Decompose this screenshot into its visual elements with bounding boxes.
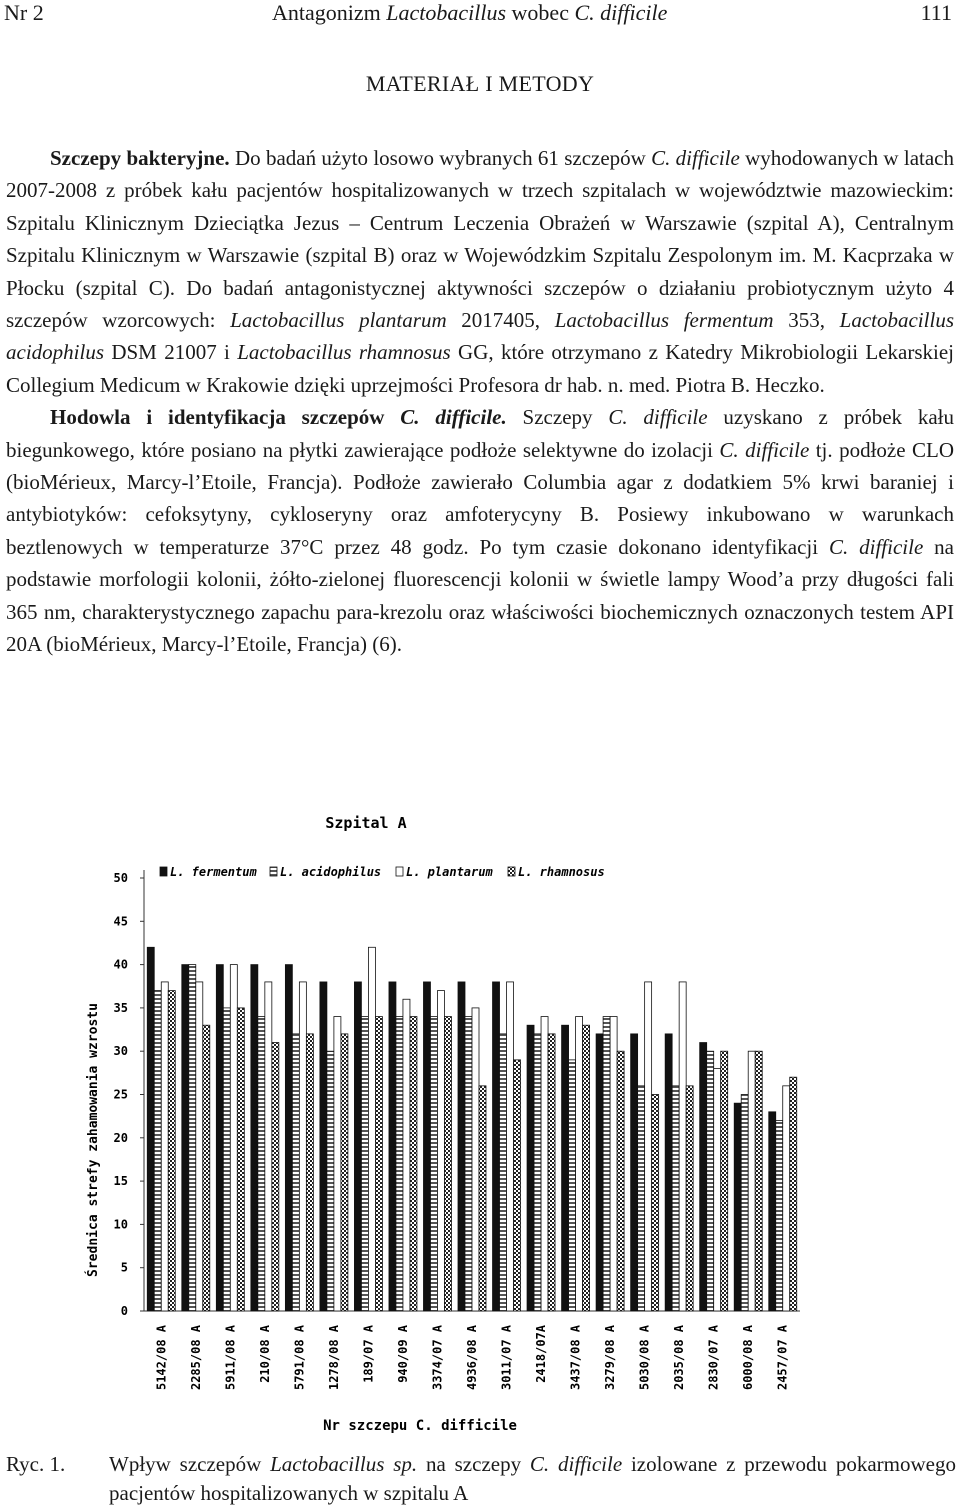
bar <box>714 1069 721 1311</box>
text-run: Szczepy <box>506 405 609 430</box>
bar <box>341 1034 348 1311</box>
legend-swatch <box>396 867 403 876</box>
y-axis-label: Średnica strefy zahamowania wzrostu <box>86 1003 101 1277</box>
bar <box>361 1017 368 1311</box>
bar <box>251 965 258 1311</box>
text-run: C. difficile <box>829 534 924 559</box>
bar <box>161 982 168 1311</box>
bar <box>472 1008 479 1311</box>
bar <box>285 965 292 1311</box>
bar <box>776 1120 783 1311</box>
bar <box>458 982 465 1311</box>
bar <box>755 1051 762 1311</box>
text-run: C. difficile. <box>400 405 507 430</box>
figure-label: Ryc. 1. <box>6 1452 66 1476</box>
bar <box>196 982 203 1311</box>
bar <box>230 965 237 1311</box>
bar <box>700 1043 707 1311</box>
bar <box>500 1034 507 1311</box>
text-run: izolowane z przewodu pokarmowego pacjentów hospitalizowanych w szpitalu A <box>109 1452 956 1505</box>
bar <box>327 1051 334 1311</box>
x-tick-label: 4936/08 A <box>465 1325 479 1391</box>
bar <box>168 991 175 1311</box>
bar <box>299 982 306 1311</box>
text-run: GG, które otrzymano z Katedry Mikrobiologii Lekarskiej Collegium Medicum w Krakowie dzięki uprzejmości Profesora dr hab. n. med. Piotra B. Heczko. <box>6 340 954 397</box>
bar <box>769 1112 776 1311</box>
bar <box>437 991 444 1311</box>
y-tick-label: 20 <box>113 1130 128 1145</box>
bar <box>403 999 410 1311</box>
section-title: MATERIAŁ I METODY <box>365 71 595 96</box>
bar <box>258 1017 265 1311</box>
body-text <box>6 142 954 661</box>
bar <box>562 1025 569 1311</box>
bar <box>603 1017 610 1311</box>
bar <box>514 1060 521 1311</box>
bar <box>741 1095 748 1312</box>
text-run: na podstawie morfologii kolonii, żółto-zielonej fluorescencji kolonii w świetle lampy Wood’a przy długości fali 365 nm, charakterystycznego zapachu para-krezolu oraz właściwości biochemicznych oznaczonych testem API 20A (bioMérieux, Marcy-l’Etoile, Francja) (6). <box>6 534 955 657</box>
bar <box>645 982 652 1311</box>
bar <box>410 1017 417 1311</box>
text-run: 2017405, <box>446 308 555 333</box>
x-tick-label: 5030/08 A <box>637 1325 652 1391</box>
bar <box>430 1017 437 1311</box>
legend-swatch <box>270 867 277 876</box>
x-tick-label: 3437/08 A <box>568 1325 583 1391</box>
text-run: DSM 21007 i <box>104 340 238 365</box>
bar <box>686 1086 693 1311</box>
legend-label: L. acidophilus <box>280 865 382 879</box>
x-tick-label: 5791/08 A <box>292 1325 307 1391</box>
text-run: C. difficile <box>719 437 810 462</box>
caption-text <box>109 1450 956 1508</box>
text-run: C. difficile <box>608 405 708 430</box>
x-tick-label: 2457/07 A <box>775 1325 790 1391</box>
bar <box>320 982 327 1311</box>
bar <box>790 1077 797 1311</box>
bar <box>147 947 154 1311</box>
x-tick-label: 5911/08 A <box>223 1325 238 1391</box>
x-tick-label: 2830/07 A <box>706 1325 721 1391</box>
legend-label: L. rhamnosus <box>518 865 605 879</box>
text-run: Hodowla i identyfikacja szczepów <box>50 405 401 430</box>
bar-chart <box>60 806 920 1440</box>
x-tick-label: 2418/07A <box>534 1325 549 1383</box>
bar <box>631 1034 638 1311</box>
bar <box>334 1017 341 1311</box>
bar <box>265 982 272 1311</box>
text-run: na szczepy <box>417 1452 530 1476</box>
bar <box>354 982 361 1311</box>
y-tick-label: 10 <box>113 1217 128 1232</box>
legend-swatch <box>508 867 515 876</box>
y-tick-label: 15 <box>113 1174 128 1189</box>
bar <box>389 982 396 1311</box>
x-tick-label: 5142/08 A <box>154 1325 169 1391</box>
x-tick-label: 940/09 A <box>395 1325 410 1383</box>
bar <box>479 1086 486 1311</box>
bar <box>596 1034 603 1311</box>
text-run: Szczepy bakteryjne. <box>50 146 230 170</box>
text-run: wyhodowanych w latach 2007-2008 z próbek kału pacjentów hospitalizowanych w trzech szpitalach w województwie mazowieckim: Szpitalu Klinicznym Dzieciątka Jezus – Centrum Leczenia Obrażeń w Warszawie (szpital A), Centralnym Szpitalu Klinicznym w Warszawie (szpital B) oraz w Wojewódzkim Szpitalu Zespolonym im. M. Kacprzaka w Płocku (szpital C). Do badań antagonistycznej aktywności szczepów o działaniu probiotycznym użyto 4 szczepów wzorcowych: <box>6 146 954 333</box>
bar <box>610 1017 617 1311</box>
x-tick-label: 3279/08 A <box>603 1325 618 1391</box>
paragraph-culture-identification <box>6 401 954 660</box>
issue-number: Nr 2 <box>4 0 44 25</box>
x-tick-label: 210/08 A <box>257 1325 272 1383</box>
text-run: Lactobacillus fermentum <box>554 308 774 333</box>
bar <box>583 1025 590 1311</box>
bar <box>272 1043 279 1311</box>
bar <box>783 1086 790 1311</box>
bar <box>292 1034 299 1311</box>
bar <box>638 1086 645 1311</box>
y-tick-label: 40 <box>113 957 128 972</box>
text-run: Do badań użyto losowo wybranych 61 szczepów <box>229 146 652 170</box>
paragraph-bacterial-strains <box>6 142 954 401</box>
x-tick-label: 2285/08 A <box>188 1325 203 1391</box>
bar <box>548 1034 555 1311</box>
text-run: Wpływ szczepów <box>109 1452 271 1476</box>
text-run: C. difficile <box>529 1452 623 1476</box>
bar <box>216 965 223 1311</box>
y-tick-label: 5 <box>120 1260 128 1275</box>
figure-chart <box>60 806 920 1440</box>
bar <box>748 1051 755 1311</box>
bar <box>465 1017 472 1311</box>
bar <box>223 1008 230 1311</box>
bar <box>237 1008 244 1311</box>
y-tick-label: 50 <box>113 871 128 885</box>
x-tick-label: 3011/07 A <box>499 1325 514 1391</box>
x-tick-label: 3374/07 A <box>430 1325 445 1391</box>
legend-label: L. plantarum <box>406 865 493 879</box>
running-title: Antagonizm Lactobacillus wobec C. difficile <box>272 0 668 25</box>
bar <box>203 1025 210 1311</box>
bar <box>182 965 189 1311</box>
text-run: 353, <box>773 308 840 333</box>
x-tick-label: 189/07 A <box>361 1325 376 1383</box>
x-tick-label: 6000/08 A <box>741 1325 756 1391</box>
bar <box>721 1051 728 1311</box>
legend-swatch <box>160 867 167 876</box>
text-run: Lactobacillus rhamnosus <box>237 340 451 365</box>
bar <box>423 982 430 1311</box>
bar <box>493 982 500 1311</box>
y-tick-label: 35 <box>113 1000 128 1015</box>
bar <box>576 1017 583 1311</box>
bar <box>652 1095 659 1312</box>
text-run: Lactobacillus sp. <box>270 1452 418 1476</box>
text-run: Lactobacillus plantarum <box>230 308 447 333</box>
x-tick-label: 1278/08 A <box>326 1325 341 1391</box>
bar <box>569 1060 576 1311</box>
bar <box>617 1051 624 1311</box>
bar <box>734 1103 741 1311</box>
bar <box>541 1017 548 1311</box>
bar <box>672 1086 679 1311</box>
x-tick-label: 2035/08 A <box>672 1325 687 1391</box>
bar <box>154 991 161 1311</box>
x-axis-label: Nr szczepu C. difficile <box>323 1418 517 1434</box>
bar <box>189 965 196 1311</box>
bar <box>534 1034 541 1311</box>
legend-label: L. fermentum <box>170 865 257 879</box>
bar <box>375 1017 382 1311</box>
y-tick-label: 25 <box>113 1087 128 1102</box>
y-tick-label: 30 <box>113 1044 128 1059</box>
text-run: C. difficile <box>651 146 740 170</box>
text-run: tj. podłoże CLO (bioMérieux, Marcy-l’Etoile, Francja). Podłoże zawierało Columbia agar z dodatkiem 5% krwi baraniej i antybiotyków: cefoksytyny, cykloseryny oraz amfoterycyny B. Posiewy inkubowano w warunkach beztlenowych w temperaturze 37°C przez 48 godz. Po tym czasie dokonano identyfikacji <box>6 437 954 559</box>
bar <box>306 1034 313 1311</box>
page-number: 111 <box>920 0 952 25</box>
text-run: uzyskano z próbek kału biegunkowego, które posiano na płytki zawierające podłoże selektywne do izolacji <box>6 405 954 462</box>
bar <box>527 1025 534 1311</box>
text-run: Lactobacillus acidophilus <box>6 308 954 365</box>
running-header <box>4 0 952 30</box>
bar <box>444 1017 451 1311</box>
y-tick-label: 45 <box>113 914 128 929</box>
chart-title: Szpital A <box>325 814 407 832</box>
bar <box>368 947 375 1311</box>
bar <box>507 982 514 1311</box>
bar <box>679 982 686 1311</box>
y-tick-label: 0 <box>120 1304 128 1318</box>
bar <box>707 1051 714 1311</box>
bar <box>396 1017 403 1311</box>
bar <box>665 1034 672 1311</box>
